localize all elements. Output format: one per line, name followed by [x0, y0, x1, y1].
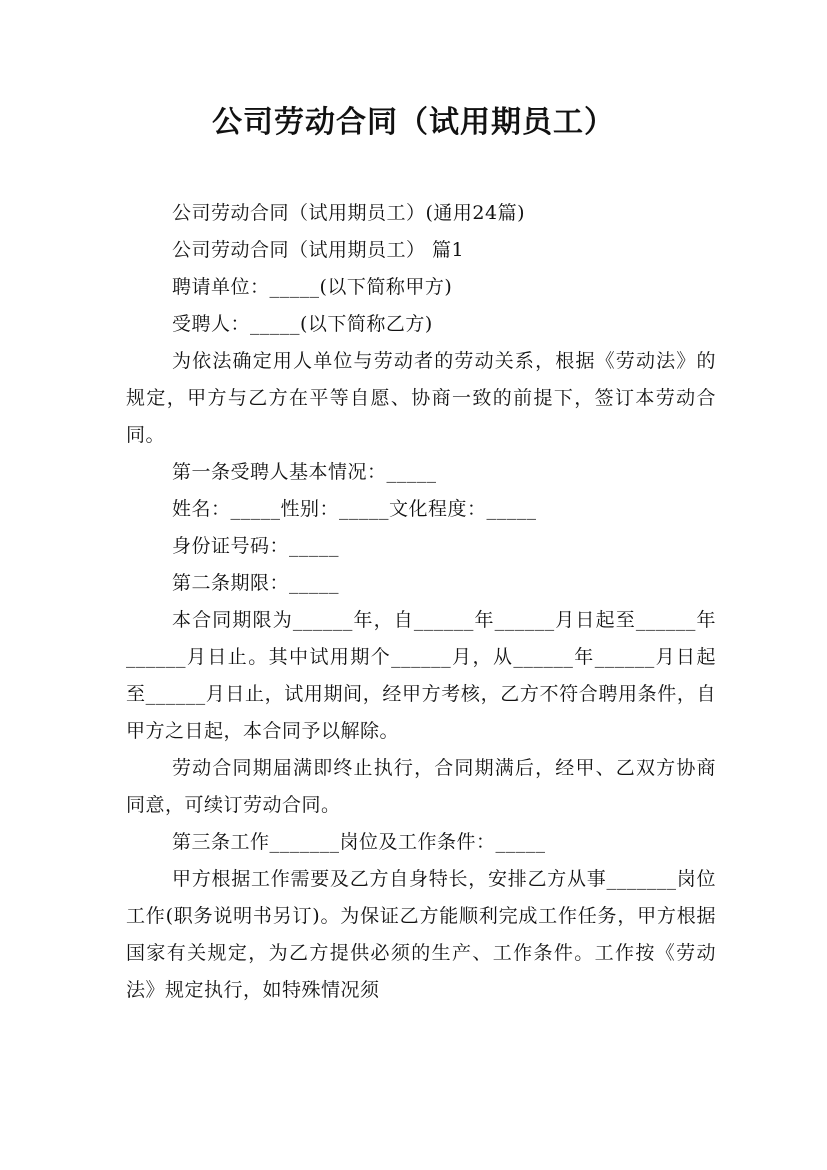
paragraph-employee: 受聘人：_____(以下简称乙方)	[172, 313, 433, 335]
paragraph-term: 本合同期限为______年，自______年______月日起至______年______月日止。其中试用期个______月，从______年______月日起至______月日止，试用期间，经甲方考核，乙方不符合聘用条件，自甲方之日起，本合同予以解除。	[126, 609, 716, 742]
document-body	[126, 195, 716, 1009]
document-title: 公司劳动合同（试用期员工）	[212, 105, 615, 140]
paragraph-renewal: 劳动合同期届满即终止执行，合同期满后，经甲、乙双方协商同意，可续订劳动合同。	[126, 757, 716, 816]
paragraph-work-conditions: 甲方根据工作需要及乙方自身特长，安排乙方从事_______岗位工作(职务说明书另订)。为保证乙方能顺利完成工作任务，甲方根据国家有关规定，为乙方提供必须的生产、工作条件。工作按《劳动法》规定执行，如特殊情况须	[126, 868, 716, 1001]
paragraph-id-number: 身份证号码：_____	[172, 535, 340, 557]
paragraph-personal-info: 姓名：_____性别：_____文化程度：_____	[172, 498, 537, 520]
paragraph-article-heading: 公司劳动合同（试用期员工） 篇1	[172, 239, 465, 261]
paragraph-preamble: 为依法确定用人单位与劳动者的劳动关系，根据《劳动法》的规定，甲方与乙方在平等自愿、协商一致的前提下，签订本劳动合同。	[126, 350, 716, 446]
paragraph-clause-1: 第一条受聘人基本情况：_____	[172, 461, 437, 483]
paragraph-employer: 聘请单位：_____(以下简称甲方)	[172, 276, 453, 298]
paragraph-clause-3: 第三条工作_______岗位及工作条件：_____	[172, 831, 546, 853]
paragraph-subtitle: 公司劳动合同（试用期员工）(通用24篇)	[172, 202, 526, 224]
paragraph-clause-2: 第二条期限：_____	[172, 572, 340, 594]
